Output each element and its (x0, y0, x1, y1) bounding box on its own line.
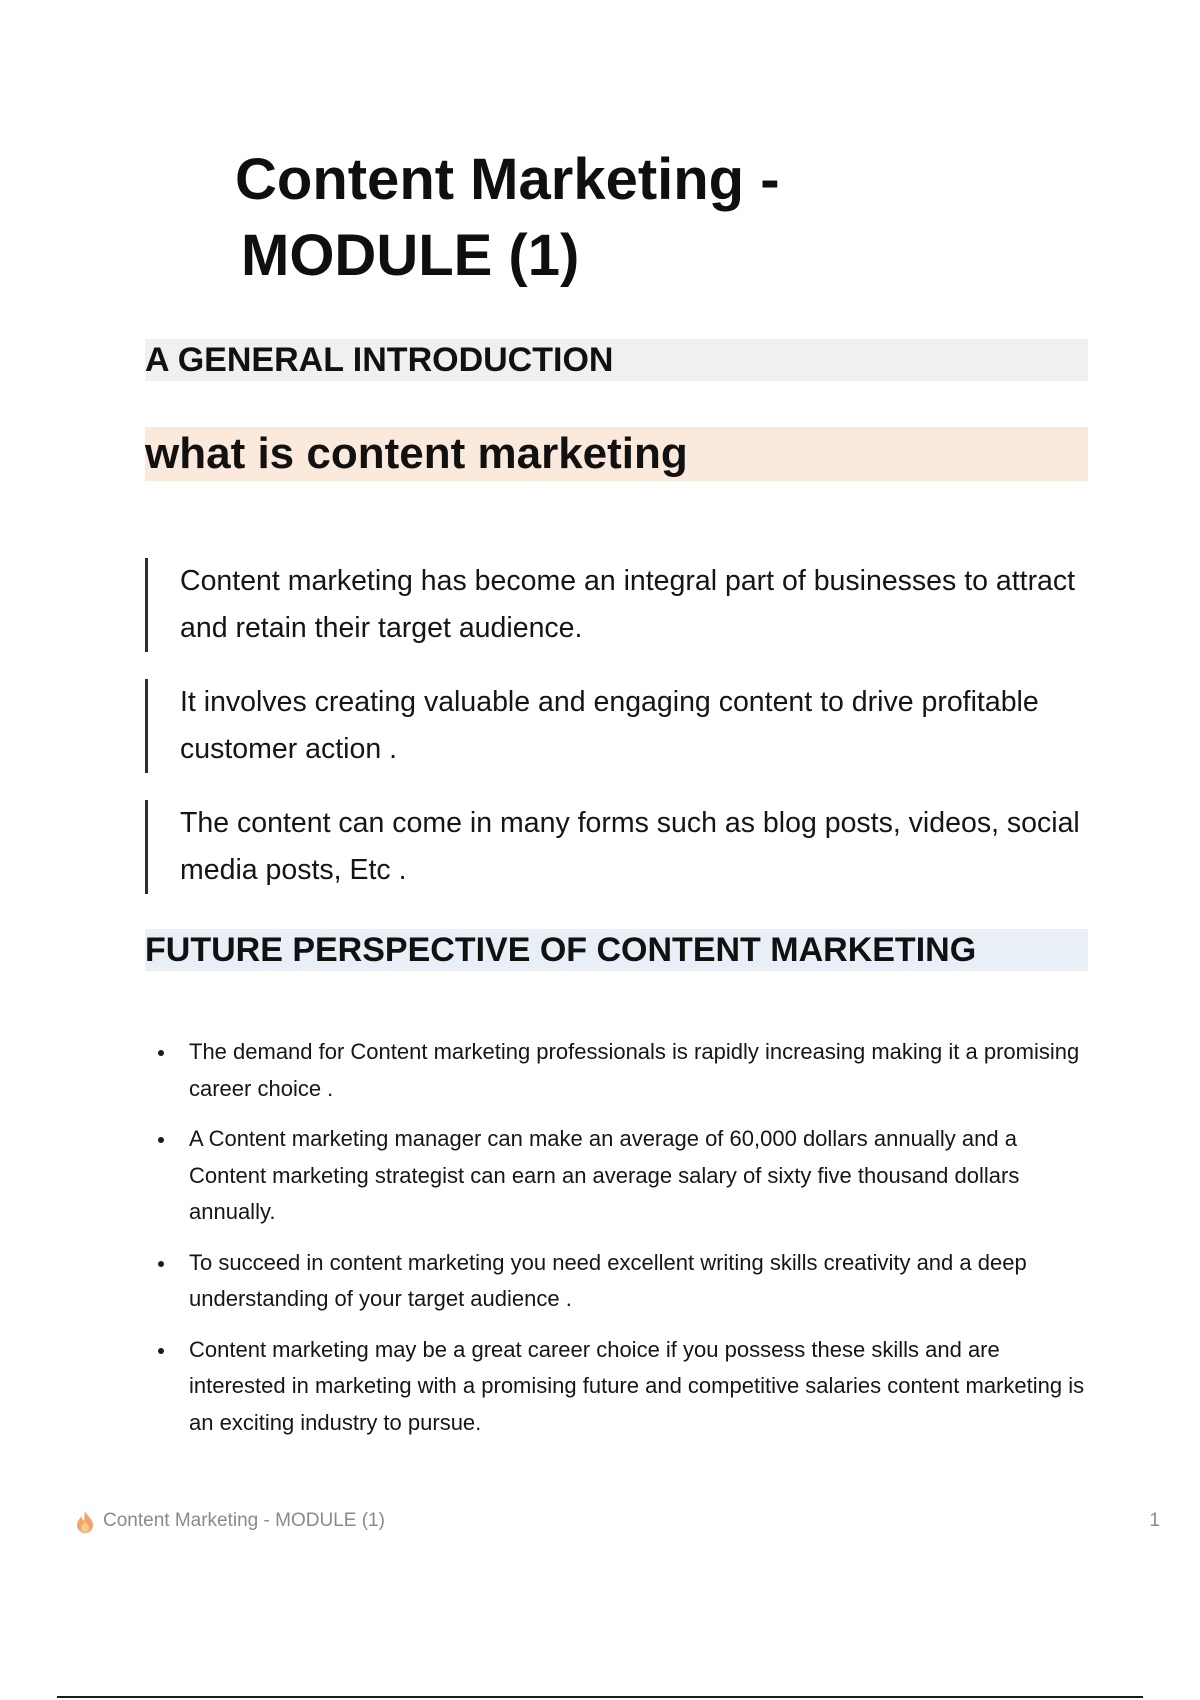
page-title (235, 142, 935, 294)
section-heading-future-perspective: FUTURE PERSPECTIVE OF CONTENT MARKETING (145, 929, 1088, 971)
quote-block: It involves creating valuable and engaging content to drive profitable customer action . (145, 679, 1085, 773)
bullet-dot-icon (158, 1348, 164, 1354)
list-item (150, 1332, 1085, 1442)
list-item (150, 1121, 1085, 1231)
bullet-dot-icon (158, 1137, 164, 1143)
footer-document-title: Content Marketing - MODULE (1) (103, 1510, 385, 1531)
fire-icon (74, 1510, 96, 1534)
page-title-line-2: MODULE (1) (241, 223, 580, 288)
list-item-text: A Content marketing manager can make an average of 60,000 dollars annually and a Content marketing strategist can earn an average salary of sixty five thousand dollars annually. (189, 1126, 1020, 1224)
list-item (150, 1245, 1085, 1318)
bottom-divider (57, 1696, 1143, 1698)
quote-block: The content can come in many forms such as blog posts, videos, social media posts, Etc . (145, 800, 1085, 894)
list-item-text: To succeed in content marketing you need excellent writing skills creativity and a deep understanding of your target audience . (189, 1249, 1027, 1311)
section-heading-introduction: A GENERAL INTRODUCTION (145, 339, 1088, 381)
page-number: 1 (1149, 1510, 1160, 1531)
page-title-line-1: Content Marketing - (235, 147, 780, 212)
bullet-dot-icon (158, 1050, 164, 1056)
bullet-list (150, 1034, 1085, 1455)
list-item (150, 1034, 1085, 1107)
list-item-text: The demand for Content marketing professionals is rapidly increasing making it a promising career choice . (189, 1039, 1080, 1101)
bullet-dot-icon (158, 1261, 164, 1267)
quote-block: Content marketing has become an integral part of businesses to attract and retain their target audience. (145, 558, 1085, 652)
section-heading-what-is-content-marketing: what is content marketing (145, 427, 1088, 481)
list-item-text: Content marketing may be a great career choice if you possess these skills and are interested in marketing with a promising future and competitive salaries content marketing is an exciting industry to pursue. (189, 1336, 1085, 1435)
page-footer (70, 1506, 1160, 1536)
